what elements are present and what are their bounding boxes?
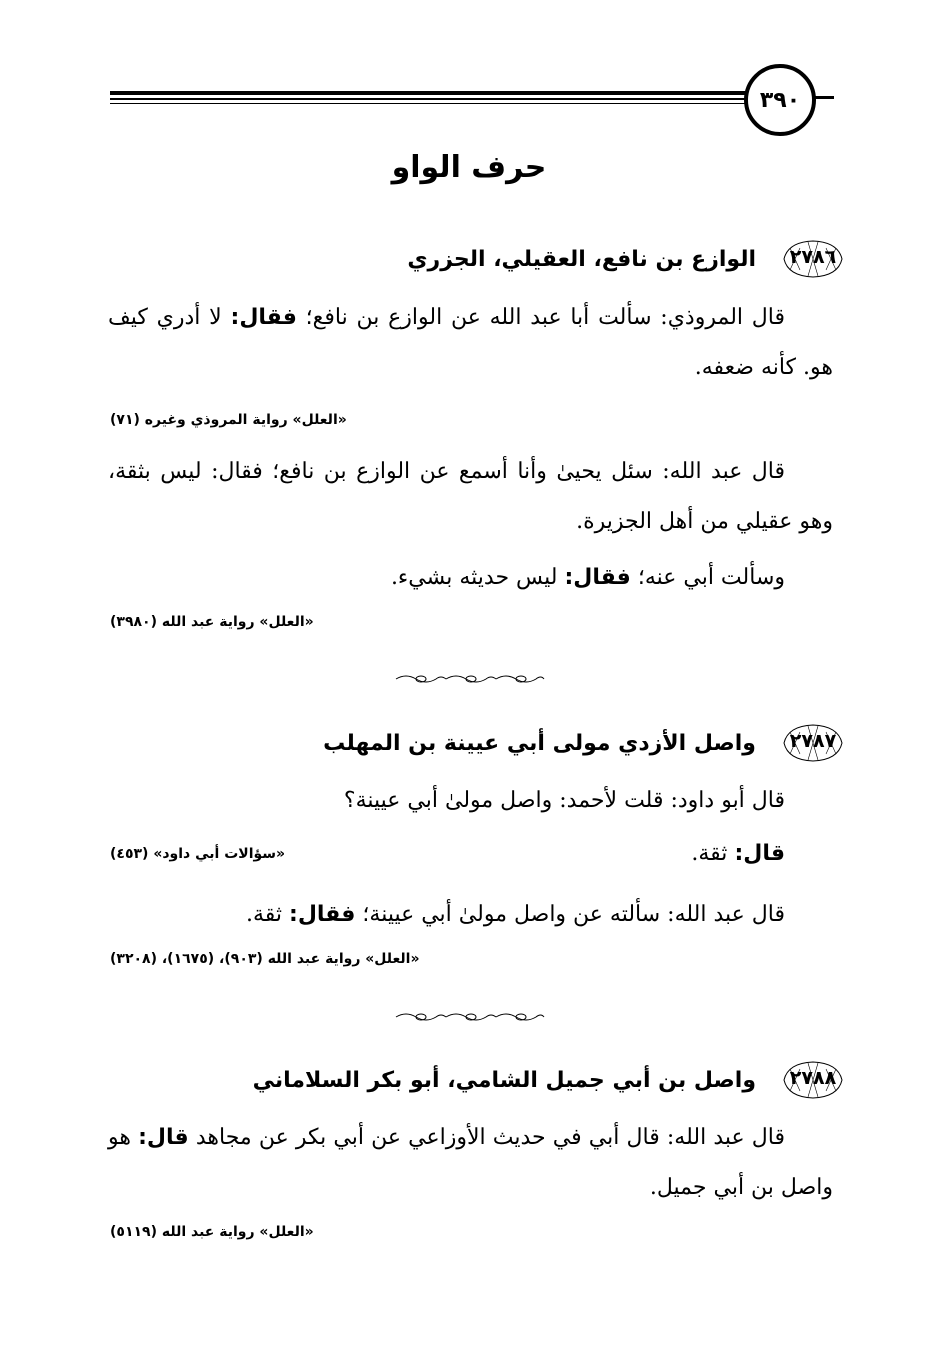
bold-text: فقال: (564, 565, 631, 590)
entry-title: واصل بن أبي جميل الشامي، أبو بكر السلاماني (252, 1067, 756, 1093)
entry-number-badge (778, 236, 848, 282)
paragraph (108, 890, 833, 940)
header-rule (110, 103, 748, 104)
citation: «العلل» رواية عبد الله (٥١١٩) (110, 1224, 314, 1240)
text: قال عبد الله: قال أبي في حديث الأوزاعي عن أبي بكر عن مجاهد (188, 1125, 785, 1150)
paragraph (108, 1113, 833, 1213)
bold-text: قال: (734, 841, 785, 866)
paragraph (108, 553, 833, 603)
entry-header (148, 720, 848, 766)
text: ثقة. (691, 841, 735, 866)
text: وسألت أبي عنه؛ (630, 565, 785, 590)
entry-header (148, 236, 848, 282)
divider-ornament-icon (394, 672, 546, 686)
bold-text: فقال: (289, 902, 356, 927)
entry-header (148, 1057, 848, 1103)
text: قال عبد الله: سألته عن واصل مولىٰ أبي عيينة؛ (355, 902, 785, 927)
header-rule-stub (814, 96, 834, 99)
bold-text: قال: (138, 1125, 189, 1150)
text: لا أدري كيف هو. كأنه ضعفه. (108, 305, 833, 380)
entry-title: الوازع بن نافع، العقيلي، الجزري (407, 246, 756, 272)
citation: «سؤالات أبي داود» (٤٥٣) (110, 846, 286, 862)
divider-ornament-icon (394, 1010, 546, 1024)
entry-number: ٢٧٨٧ (789, 730, 837, 752)
chapter-title: حرف الواو (391, 150, 547, 185)
entry-number: ٢٧٨٨ (789, 1067, 837, 1089)
entry-title: واصل الأزدي مولى أبي عيينة بن المهلب (323, 730, 756, 756)
text: قال المروذي: سألت أبا عبد الله عن الوازع بن نافع؛ (296, 305, 785, 330)
text: قال أبو داود: قلت لأحمد: واصل مولىٰ أبي عيينة؟ (343, 788, 785, 813)
entry-number-badge (778, 1057, 848, 1103)
header-rule (110, 91, 748, 95)
citation: «العلل» رواية عبد الله (٩٠٣)، (١٦٧٥)، (٣٢٠٨) (110, 951, 420, 967)
paragraph (108, 447, 833, 547)
text: ليس حديثه بشيء. (390, 565, 565, 590)
text: ثقة. (245, 902, 290, 927)
citation: «العلل» رواية عبد الله (٣٩٨٠) (110, 614, 314, 630)
citation: «العلل» رواية المروذي وغيره (٧١) (110, 412, 347, 428)
text: هو واصل بن أبي جميل. (108, 1125, 833, 1200)
page-number-text: ٣٩٠ (759, 87, 801, 113)
text: قال عبد الله: سئل يحيىٰ وأنا أسمع عن الوازع بن نافع؛ فقال: ليس بثقة، وهو عقيلي من أهل الجزيرة. (108, 459, 833, 534)
paragraph (108, 776, 833, 826)
entry-number-badge (778, 720, 848, 766)
entry-number: ٢٧٨٦ (789, 246, 837, 268)
page-number (744, 64, 816, 136)
bold-text: فقال: (230, 305, 297, 330)
header-rule (110, 98, 748, 100)
paragraph (108, 293, 833, 393)
